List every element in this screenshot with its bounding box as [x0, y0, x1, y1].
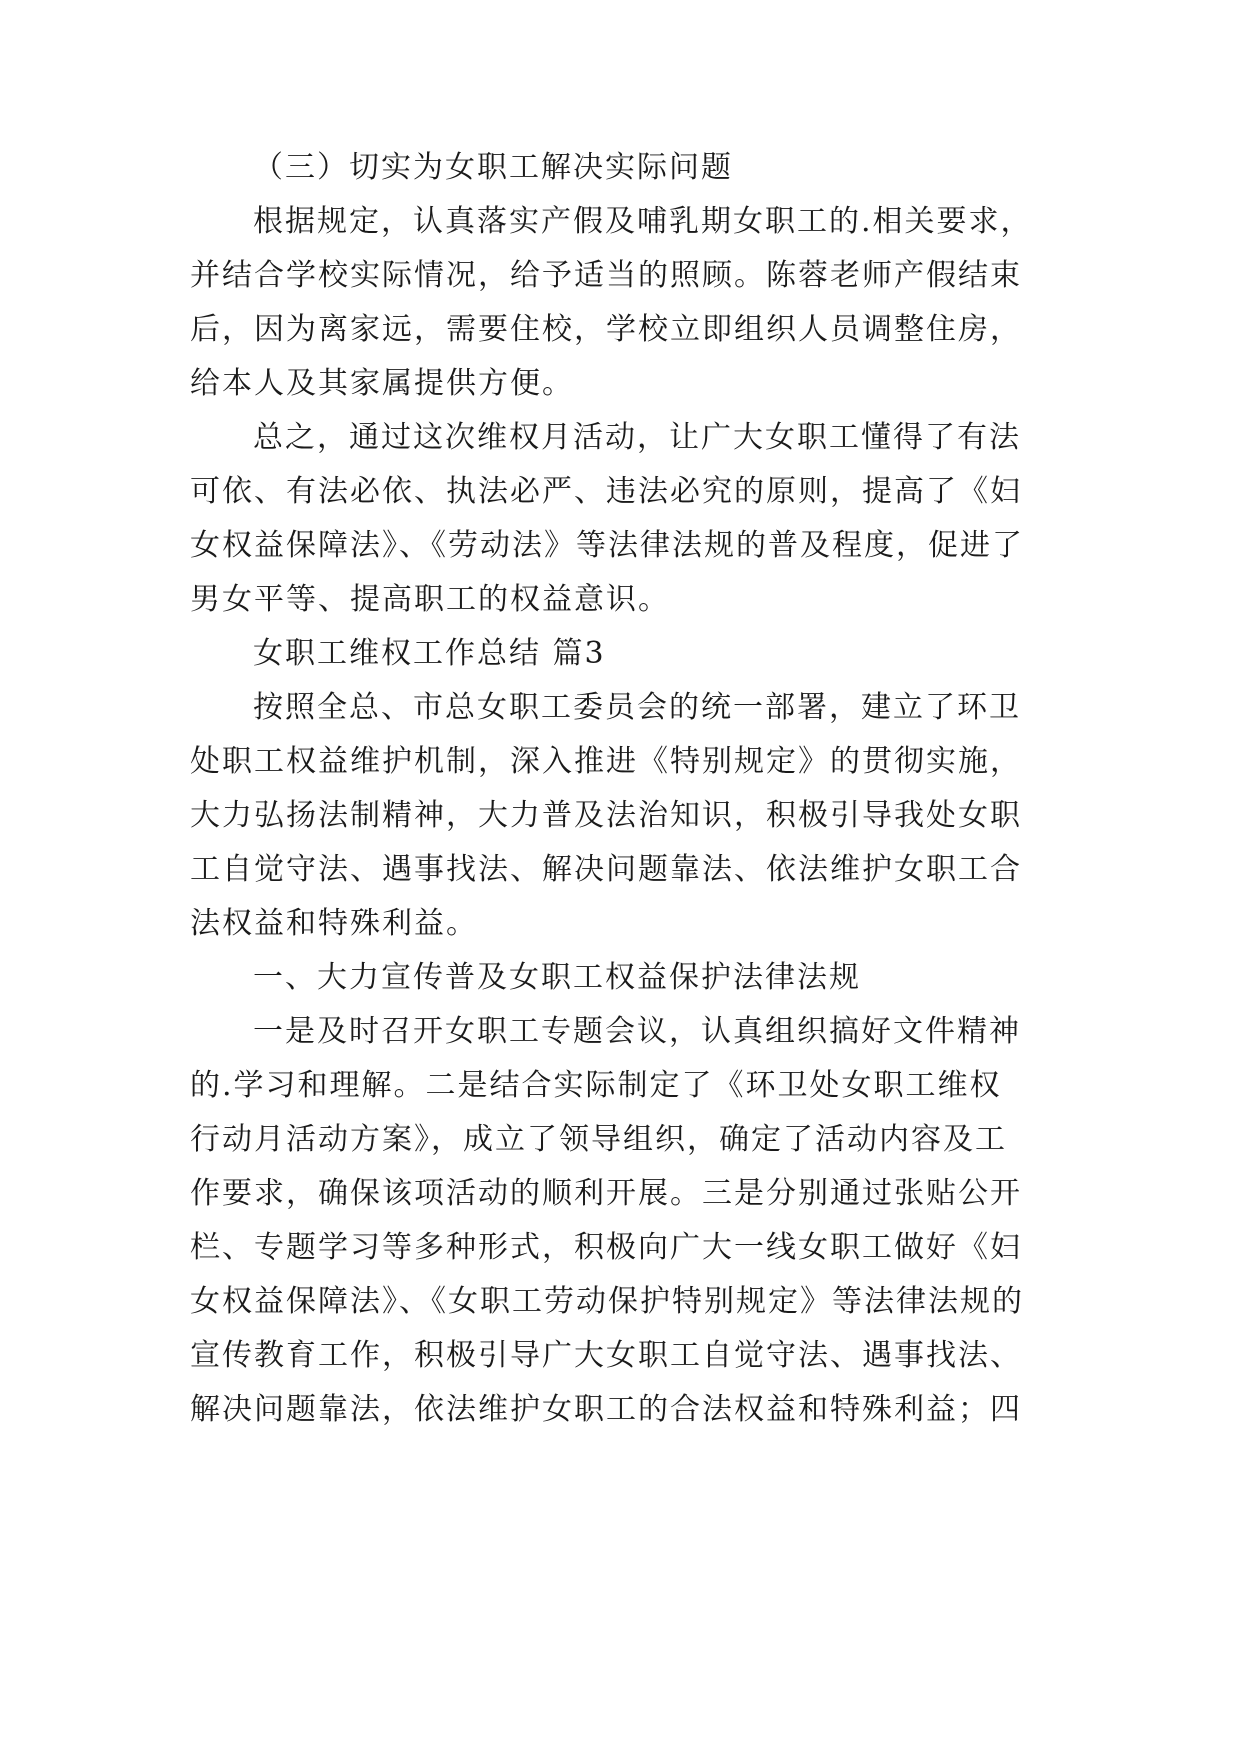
paragraph-line: 栏、专题学习等多种形式，积极向广大一线女职工做好《妇 [190, 1230, 1022, 1265]
article-title: 女职工维权工作总结 篇3 [253, 636, 606, 671]
paragraph-line: 根据规定，认真落实产假及哺乳期女职工的.相关要求， [253, 204, 1033, 239]
paragraph-line: 总之，通过这次维权月活动，让广大女职工懂得了有法 [253, 420, 1021, 455]
paragraph-line: 一是及时召开女职工专题会议，认真组织搞好文件精神 [253, 1014, 1021, 1049]
paragraph-line: 男女平等、提高职工的权益意识。 [190, 582, 670, 617]
paragraph-line: 的.学习和理解。二是结合实际制定了《环卫处女职工维权 [190, 1068, 1002, 1103]
paragraph-line: 给本人及其家属提供方便。 [190, 366, 574, 401]
paragraph-line: 后，因为离家远，需要住校，学校立即组织人员调整住房， [190, 312, 1022, 347]
paragraph-line: 女权益保障法》、《女职工劳动保护特别规定》等法律法规的 [190, 1284, 1024, 1319]
paragraph-line: 法权益和特殊利益。 [190, 906, 478, 941]
paragraph-line: 并结合学校实际情况，给予适当的照顾。陈蓉老师产假结束 [190, 258, 1022, 293]
paragraph-line: 作要求，确保该项活动的顺利开展。三是分别通过张贴公开 [190, 1176, 1022, 1211]
paragraph-line: 女权益保障法》、《劳动法》等法律法规的普及程度，促进了 [190, 528, 1024, 563]
paragraph-line: 可依、有法必依、执法必严、违法必究的原则，提高了《妇 [190, 474, 1022, 509]
paragraph-line: 处职工权益维护机制，深入推进《特别规定》的贯彻实施， [190, 744, 1022, 779]
paragraph-line: 行动月活动方案》，成立了领导组织，确定了活动内容及工 [190, 1122, 1007, 1157]
paragraph-line: 解决问题靠法，依法维护女职工的合法权益和特殊利益；四 [190, 1392, 1022, 1427]
paragraph-line: 按照全总、市总女职工委员会的统一部署，建立了环卫 [253, 690, 1021, 725]
section-heading-1: 一、大力宣传普及女职工权益保护法律法规 [253, 960, 861, 995]
paragraph-line: 宣传教育工作，积极引导广大女职工自觉守法、遇事找法、 [190, 1338, 1022, 1373]
section-heading-3: （三）切实为女职工解决实际问题 [253, 150, 733, 185]
paragraph-line: 工自觉守法、遇事找法、解决问题靠法、依法维护女职工合 [190, 852, 1022, 887]
paragraph-line: 大力弘扬法制精神，大力普及法治知识，积极引导我处女职 [190, 798, 1022, 833]
